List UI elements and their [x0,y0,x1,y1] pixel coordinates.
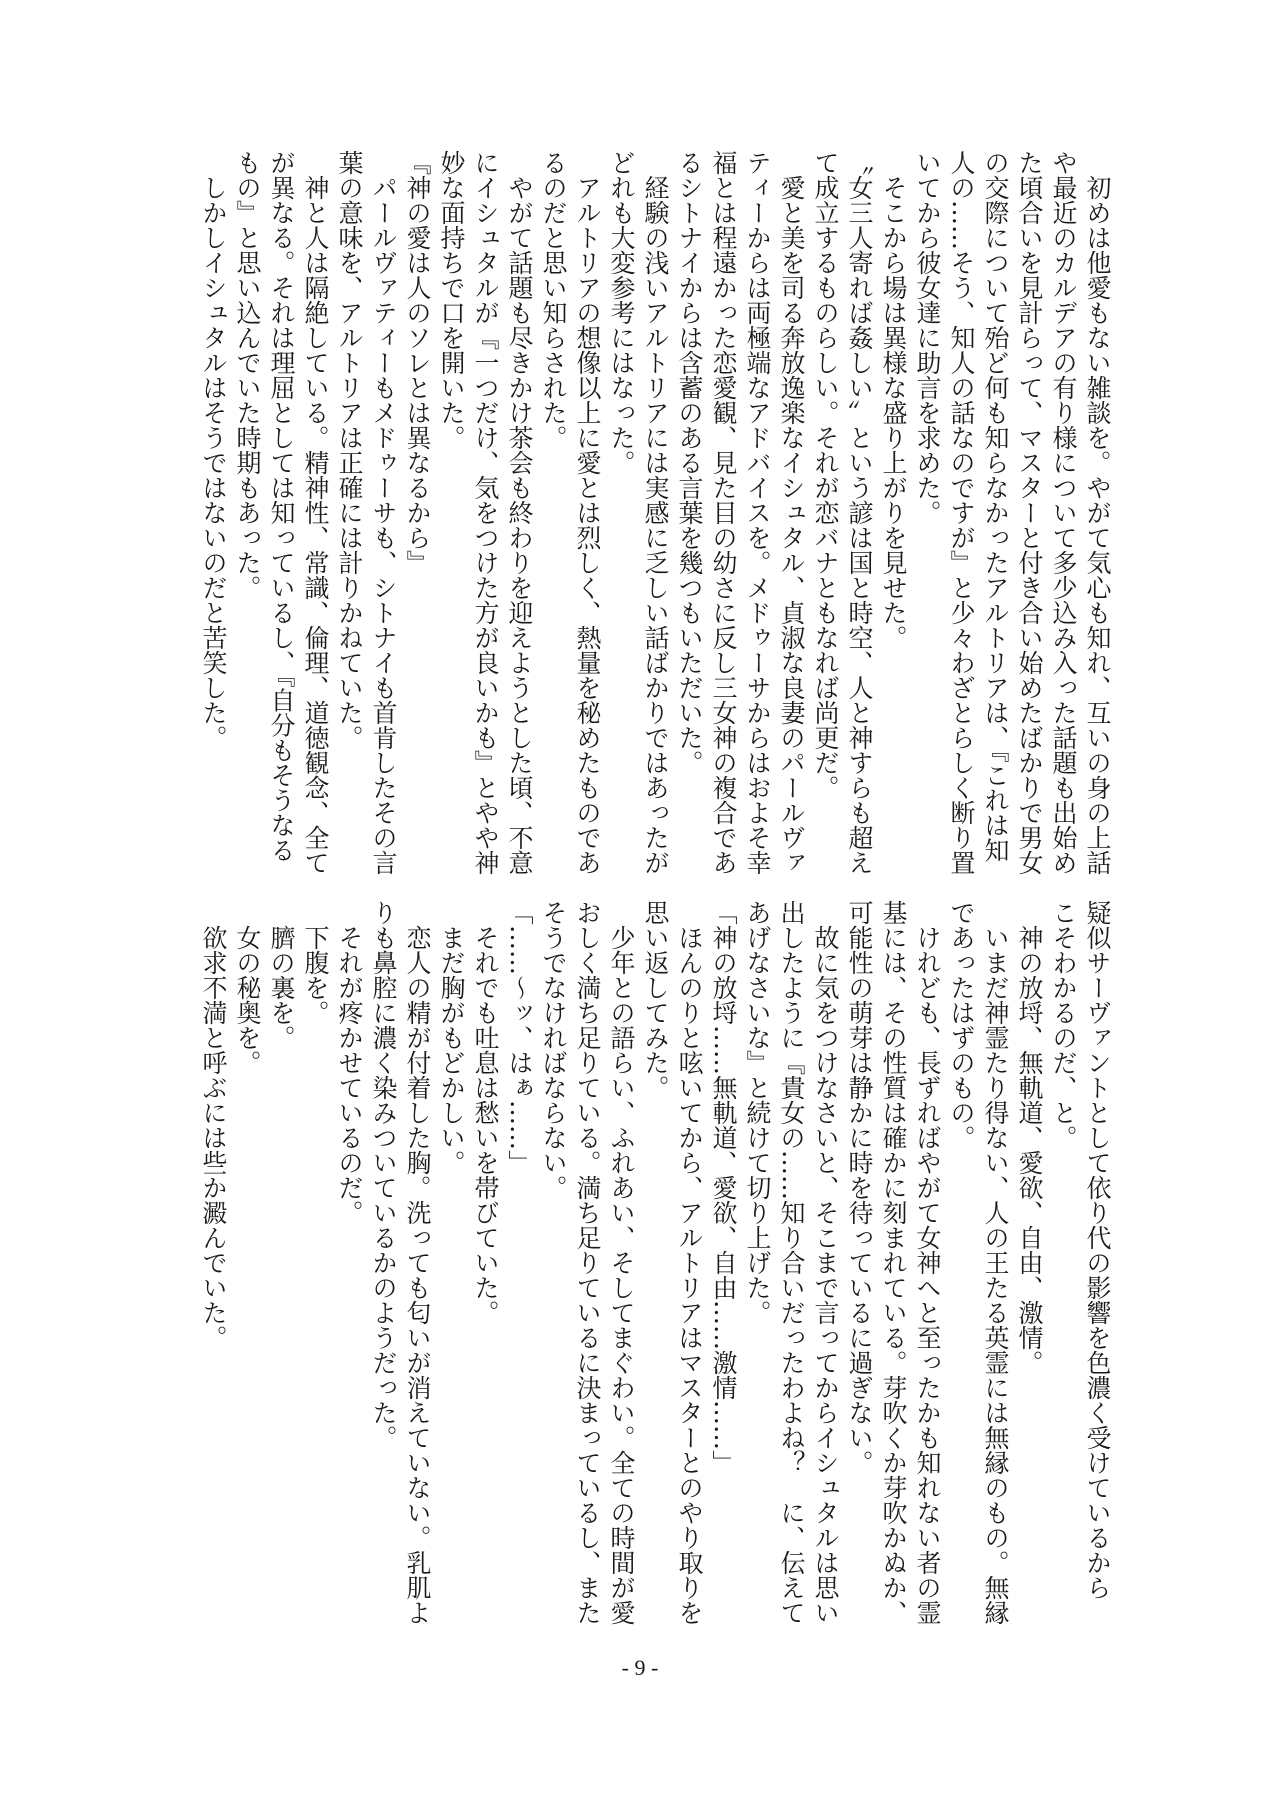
text-column: 少年との語らい、ふれあい、そしてまぐわい。全ての時間が愛 [607,900,636,1625]
text-column: 疑似サーヴァントとして依り代の影響を色濃く受けているから [1083,900,1112,1600]
text-column: まだ胸がもどかしい。 [437,900,466,1175]
text-column: 『神の愛は人のソレとは異なるから』 [403,150,432,575]
text-column: りも鼻腔に濃く染みついているかのようだった。 [369,900,398,1450]
text-column: 下腹を。 [301,900,330,1025]
text-column: が異なる。それは理屈としては知っているし、『自分もそうなる [267,150,296,863]
text-column: それでも吐息は愁いを帯びていた。 [471,900,500,1325]
text-column: こそわかるのだ、と。 [1049,900,1078,1150]
text-column: けれども、長ずればやがて女神へと至ったかも知れない者の霊 [913,900,942,1625]
text-column: 福とは程遠かった恋愛観、見た目の幼さに反し三女神の複合であ [709,150,738,875]
text-column: 経験の浅いアルトリアには実感に乏しい話ばかりではあったが [641,150,670,875]
text-column: るのだと思い知らされた。 [539,150,568,450]
text-column: やがて話題も尽きかけ茶会も終わりを迎えようとした頃、不意 [505,150,534,875]
upper-text-block [196,150,1114,885]
text-column: パールヴァティーもメドゥーサも、シトナイも首肯したその言 [369,150,398,875]
text-column: や最近のカルデアの有り様について多少込み入った話題も出始め [1049,150,1078,875]
text-column: 人の……そう、知人の話なのですが』と少々わざとらしく断り置 [947,150,976,875]
text-column: 思い返してみた。 [641,900,670,1100]
text-column: の交際について殆ど何も知らなかったアルトリアは、『これは知 [981,150,1010,863]
text-column: 臍の裏を。 [267,900,296,1050]
text-column: 初めは他愛もない雑談を。やがて気心も知れ、互いの身の上話 [1083,150,1112,875]
text-column: 葉の意味を、アルトリアは正確には計りかねていた。 [335,150,364,750]
text-column: るシトナイからは含蓄のある言葉を幾つもいただいた。 [675,150,704,775]
text-column: もの』と思い込んでいた時期もあった。 [233,150,262,600]
text-column: 妙な面持ちで口を開いた。 [437,150,466,450]
text-column: 基には、その性質は確かに刻まれている。芽吹くか芽吹かぬか、 [879,900,908,1625]
text-column: にイシュタルが『一つだけ、気をつけた方が良いかも』とやや神 [471,150,500,875]
text-column: 欲求不満と呼ぶには些か澱んでいた。 [199,900,228,1350]
text-column: おしく満ち足りている。満ち足りているに決まっているし、また [573,900,602,1625]
text-column: て成立するものらしい。それが恋バナともなれば尚更だ。 [811,150,840,800]
text-column: であったはずのもの。 [947,900,976,1150]
text-column: 「神の放埒……無軌道、愛欲、自由……激情……」 [709,900,738,1475]
text-column: 神と人は隔絶している。精神性、常識、倫理、道徳観念、全て [301,150,330,875]
text-column: 恋人の精が付着した胸。洗っても匂いが消えていない。乳肌よ [403,900,432,1625]
text-column: いまだ神霊たり得ない、人の王たる英霊には無縁のもの。無縁 [981,900,1010,1625]
text-column: 「……～ッ、はぁ……」 [505,900,534,1175]
text-column: 女の秘奥を。 [233,900,262,1075]
page-number: - 9 - [621,1655,659,1680]
text-column: どれも大変参考にはなった。 [607,150,636,475]
text-column: しかしイシュタルはそうではないのだと苦笑した。 [199,150,228,750]
text-column: そうでなければならない。 [539,900,568,1200]
text-column: そこから場は異様な盛り上がりを見せた。 [879,150,908,650]
text-column: それが疼かせているのだ。 [335,900,364,1225]
text-column: アルトリアの想像以上に愛とは烈しく、熱量を秘めたものであ [573,150,602,875]
text-column: あげなさいな』と続けて切り上げた。 [743,900,772,1325]
text-column: ほんのりと呟いてから、アルトリアはマスターとのやり取りを [675,900,704,1625]
text-column: ティーからは両極端なアドバイスを。メドゥーサからはおよそ幸 [743,150,772,875]
text-column: 出したように『貴女の……知り合いだったわよね？ に、伝えて [777,900,806,1625]
text-column: た頃合いを見計らって、マスターと付き合い始めたばかりで男女 [1015,150,1044,875]
lower-text-block [196,900,1114,1635]
text-column: 神の放埒、無軌道、愛欲、自由、激情。 [1015,900,1044,1375]
text-column: 愛と美を司る奔放逸楽なイシュタル、貞淑な良妻のパールヴァ [777,150,806,875]
text-column: 〝女三人寄れば姦しい〟という諺は国と時空、人と神すらも超え [845,150,874,875]
text-column: いてから彼女達に助言を求めた。 [913,150,942,525]
text-column: 故に気をつけなさいと、そこまで言ってからイシュタルは思い [811,900,840,1625]
text-column: 可能性の萌芽は静かに時を待っているに過ぎない。 [845,900,874,1475]
